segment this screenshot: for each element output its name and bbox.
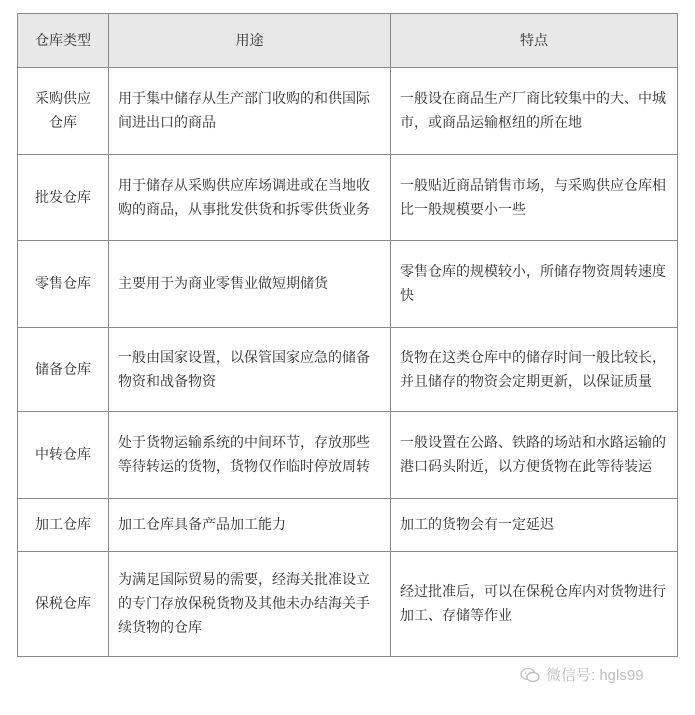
header-type: 仓库类型 [18,14,109,68]
row-feature-cell: 一般设置在公路、铁路的场站和水路运输的港口码头附近，以方便货物在此等待装运 [391,412,678,499]
watermark-text: 微信号: hgls99 [546,667,644,684]
row-feature-cell: 经过批准后，可以在保税仓库内对货物进行加工、存储等作业 [391,552,678,657]
row-use-cell: 主要用于为商业零售业做短期储货 [109,241,391,328]
table-header-row [18,14,678,68]
row-use-cell: 为满足国际贸易的需要，经海关批准设立的专门存放保税货物及其他未办结海关手续货物的仓库 [109,552,391,657]
row-use-cell: 用于储存从采购供应库场调进或在当地收购的商品，从事批发供货和拆零供货业务 [109,155,391,241]
header-use: 用途 [109,14,391,68]
table-row [18,552,678,657]
table-row [18,155,678,241]
table-row [18,241,678,328]
row-use-cell: 一般由国家设置，以保管国家应急的储备物资和战备物资 [109,328,391,412]
row-type-cell: 加工仓库 [18,499,109,552]
table-row [18,68,678,155]
row-use-cell: 用于集中储存从生产部门收购的和供国际间进出口的商品 [109,68,391,155]
table-row [18,328,678,412]
wechat-watermark [520,664,644,685]
row-feature-cell: 加工的货物会有一定延迟 [391,499,678,552]
warehouse-types-table [17,13,678,657]
row-feature-cell: 一般贴近商品销售市场，与采购供应仓库相比一般规模要小一些 [391,155,678,241]
warehouse-types-table-container [17,13,677,657]
row-feature-cell: 货物在这类仓库中的储存时间一般比较长，并且储存的物资会定期更新，以保证质量 [391,328,678,412]
row-type-cell: 批发仓库 [18,155,109,241]
table-row [18,499,678,552]
header-feature: 特点 [391,14,678,68]
wechat-icon [520,667,540,683]
row-type-cell: 保税仓库 [18,552,109,657]
row-type-cell: 采购供应 仓库 [18,68,109,155]
row-use-cell: 处于货物运输系统的中间环节，存放那些等待转运的货物，货物仅作临时停放周转 [109,412,391,499]
row-feature-cell: 零售仓库的规模较小，所储存物资周转速度快 [391,241,678,328]
row-type-cell: 零售仓库 [18,241,109,328]
row-type-cell: 储备仓库 [18,328,109,412]
row-type-cell: 中转仓库 [18,412,109,499]
row-feature-cell: 一般设在商品生产厂商比较集中的大、中城市，或商品运输枢纽的所在地 [391,68,678,155]
row-use-cell: 加工仓库具备产品加工能力 [109,499,391,552]
table-row [18,412,678,499]
